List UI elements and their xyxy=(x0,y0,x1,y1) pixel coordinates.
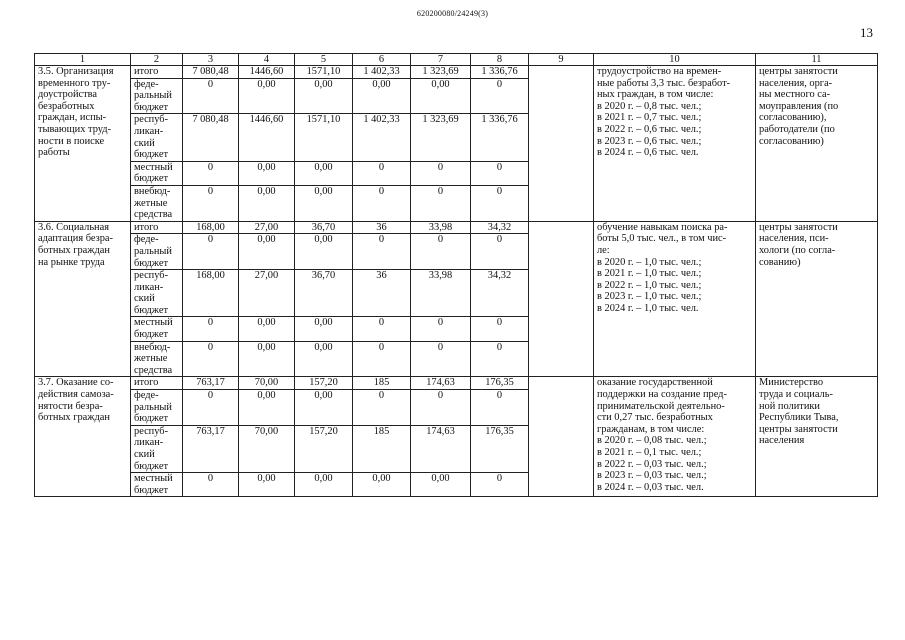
amount-cell-text: 36 xyxy=(376,221,387,233)
amount-cell-text: 1 402,33 xyxy=(363,114,400,126)
amount-cell-text: 763,17 xyxy=(196,377,225,389)
amount-cell xyxy=(353,78,411,114)
funding-source-text: итого xyxy=(134,221,159,233)
amount-cell-text: 0,00 xyxy=(257,390,276,402)
amount-cell-text: 157,20 xyxy=(309,425,338,437)
table-body xyxy=(35,54,878,497)
amount-cell-text: 763,17 xyxy=(196,425,225,437)
amount-cell-text: 7 080,48 xyxy=(192,114,229,126)
amount-cell-text: 0 xyxy=(378,390,385,402)
amount-cell xyxy=(471,234,529,270)
column-9-cell xyxy=(529,66,594,222)
amount-cell-text: 0 xyxy=(207,390,214,402)
amount-cell xyxy=(295,78,353,114)
responsible-executors-text: Министерство труда и социаль- ной политики Республики Тыва, центры занятости населения xyxy=(759,377,839,447)
amount-cell-text: 174,63 xyxy=(426,377,455,389)
amount-cell-text: 0 xyxy=(496,390,503,402)
amount-cell xyxy=(295,425,353,472)
amount-cell xyxy=(239,185,295,221)
amount-cell-text: 0 xyxy=(378,185,385,197)
funding-source xyxy=(131,234,183,270)
amount-cell-text: 0 xyxy=(437,341,444,353)
funding-source-text: респуб- ликан- ский бюджет xyxy=(134,270,169,316)
column-number: 5 xyxy=(295,54,353,66)
table-row xyxy=(35,66,878,79)
funding-source-text: местный бюджет xyxy=(134,473,173,496)
column-number: 9 xyxy=(529,54,594,66)
measure-title-text: 3.5. Организация временного тру- доустройства безработных граждан, испы- тывающих труд- ности в поиске работы xyxy=(38,66,114,159)
measure-title xyxy=(35,66,131,222)
funding-source-text: феде- ральный бюджет xyxy=(134,78,172,113)
amount-cell-text: 157,20 xyxy=(309,377,338,389)
amount-cell-text: 0 xyxy=(437,234,444,246)
amount-cell xyxy=(183,114,239,161)
column-number: 3 xyxy=(183,54,239,66)
amount-cell-text: 1 323,69 xyxy=(422,66,459,77)
amount-cell xyxy=(411,66,471,79)
amount-cell xyxy=(471,341,529,377)
amount-cell xyxy=(353,270,411,317)
program-table xyxy=(34,53,878,497)
amount-cell-text: 1446,60 xyxy=(249,114,284,126)
amount-cell-text: 1 402,33 xyxy=(363,66,400,77)
amount-cell xyxy=(471,66,529,79)
amount-cell xyxy=(411,377,471,390)
funding-source-text: местный бюджет xyxy=(134,161,173,185)
funding-source-text: итого xyxy=(134,377,159,389)
amount-cell xyxy=(295,66,353,79)
amount-cell xyxy=(239,234,295,270)
funding-source-text: респуб- ликан- ский бюджет xyxy=(134,425,169,472)
amount-cell-text: 0,00 xyxy=(257,317,276,329)
amount-cell xyxy=(411,161,471,185)
amount-cell-text: 70,00 xyxy=(254,377,279,389)
column-number: 4 xyxy=(239,54,295,66)
column-9-cell xyxy=(529,221,594,377)
amount-cell-text: 1571,10 xyxy=(306,66,341,77)
funding-source xyxy=(131,473,183,497)
column-number: 11 xyxy=(756,54,878,66)
funding-source-text: респуб- ликан- ский бюджет xyxy=(134,114,169,161)
measure-title xyxy=(35,377,131,497)
amount-cell-text: 0 xyxy=(207,78,214,90)
amount-cell xyxy=(239,425,295,472)
amount-cell-text: 0,00 xyxy=(431,78,450,90)
expected-result-text: оказание государственной поддержки на создание пред- принимательской деятельно- сти 0,27 тыс. безработных гражданам, в том числе: в 2020 г. – 0,08 тыс. чел.; в 2021 г. – 0,1 тыс. чел.; в 2022 г. – 0,03 тыс. чел.; в 2023 г. – 0,03 тыс. чел.; в 2024 г. – 0,03 тыс. чел. xyxy=(597,377,727,493)
amount-cell xyxy=(353,221,411,234)
amount-cell xyxy=(411,114,471,161)
funding-source xyxy=(131,78,183,114)
column-number: 1 xyxy=(35,54,131,66)
amount-cell xyxy=(239,66,295,79)
amount-cell xyxy=(411,473,471,497)
amount-cell xyxy=(411,78,471,114)
amount-cell xyxy=(239,317,295,341)
amount-cell-text: 0 xyxy=(496,185,503,197)
amount-cell-text: 1446,60 xyxy=(249,66,284,77)
amount-cell-text: 176,35 xyxy=(485,425,514,437)
funding-source xyxy=(131,341,183,377)
amount-cell xyxy=(183,473,239,497)
amount-cell-text: 0 xyxy=(378,161,385,173)
measure-title xyxy=(35,221,131,377)
funding-source-text: итого xyxy=(134,66,159,77)
funding-source xyxy=(131,185,183,221)
amount-cell xyxy=(239,114,295,161)
amount-cell-text: 0,00 xyxy=(257,473,276,485)
amount-cell-text: 0 xyxy=(496,473,503,485)
amount-cell-text: 70,00 xyxy=(254,425,279,437)
amount-cell-text: 0,00 xyxy=(431,473,450,485)
amount-cell xyxy=(295,473,353,497)
amount-cell xyxy=(411,270,471,317)
amount-cell-text: 0 xyxy=(378,317,385,329)
amount-cell xyxy=(295,270,353,317)
responsible-executors xyxy=(756,66,878,222)
amount-cell-text: 0 xyxy=(496,78,503,90)
funding-source-text: местный бюджет xyxy=(134,317,173,341)
responsible-executors xyxy=(756,377,878,497)
amount-cell xyxy=(471,390,529,426)
amount-cell-text: 0,00 xyxy=(314,317,333,329)
expected-result-text: трудоустройство на времен- ные работы 3,3 тыс. безработ- ных граждан, в том числе: в 2020 г. – 0,8 тыс. чел.; в 2021 г. – 0,7 тыс. чел.; в 2022 г. – 0,6 тыс. чел.; в 2023 г. – 0,6 тыс. чел.; в 2024 г. – 0,6 тыс. чел. xyxy=(597,66,731,159)
amount-cell-text: 185 xyxy=(373,425,390,437)
amount-cell-text: 0,00 xyxy=(372,473,391,485)
amount-cell xyxy=(295,377,353,390)
expected-result xyxy=(594,66,756,222)
amount-cell xyxy=(239,377,295,390)
column-number: 8 xyxy=(471,54,529,66)
amount-cell xyxy=(239,341,295,377)
expected-result-text: обучение навыкам поиска ра- боты 5,0 тыс. чел., в том чис- ле: в 2020 г. – 1,0 тыс. чел.; в 2021 г. – 1,0 тыс. чел.; в 2022 г. – 1,0 тыс. чел.; в 2023 г. – 1,0 тыс. чел.; в 2024 г. – 1,0 тыс. чел. xyxy=(597,221,728,314)
funding-source xyxy=(131,66,183,79)
amount-cell xyxy=(353,473,411,497)
amount-cell xyxy=(295,317,353,341)
amount-cell xyxy=(353,341,411,377)
amount-cell xyxy=(471,221,529,234)
amount-cell-text: 0,00 xyxy=(257,185,276,197)
amount-cell-text: 0,00 xyxy=(257,234,276,246)
expected-result xyxy=(594,377,756,497)
amount-cell-text: 0,00 xyxy=(314,390,333,402)
amount-cell xyxy=(295,390,353,426)
amount-cell-text: 1 336,76 xyxy=(481,66,518,77)
amount-cell-text: 34,32 xyxy=(487,270,512,282)
expected-result xyxy=(594,221,756,377)
amount-cell-text: 0,00 xyxy=(257,341,276,353)
amount-cell-text: 0 xyxy=(437,390,444,402)
amount-cell-text: 1 323,69 xyxy=(422,114,459,126)
funding-source xyxy=(131,390,183,426)
amount-cell xyxy=(183,161,239,185)
funding-source xyxy=(131,377,183,390)
amount-cell xyxy=(471,185,529,221)
amount-cell xyxy=(353,317,411,341)
funding-source-text: внебюд- жетные средства xyxy=(134,185,173,221)
amount-cell-text: 0 xyxy=(437,317,444,329)
amount-cell xyxy=(353,161,411,185)
amount-cell-text: 0 xyxy=(207,473,214,485)
amount-cell-text: 0 xyxy=(437,185,444,197)
amount-cell xyxy=(295,234,353,270)
amount-cell-text: 34,32 xyxy=(487,221,512,233)
amount-cell-text: 0,00 xyxy=(257,161,276,173)
funding-source xyxy=(131,221,183,234)
amount-cell-text: 0 xyxy=(207,341,214,353)
amount-cell xyxy=(295,161,353,185)
responsible-executors xyxy=(756,221,878,377)
amount-cell-text: 0,00 xyxy=(314,185,333,197)
table-row xyxy=(35,377,878,390)
amount-cell xyxy=(239,390,295,426)
funding-source xyxy=(131,317,183,341)
amount-cell xyxy=(411,390,471,426)
amount-cell-text: 0 xyxy=(496,234,503,246)
amount-cell xyxy=(239,161,295,185)
amount-cell-text: 0,00 xyxy=(314,341,333,353)
amount-cell xyxy=(411,425,471,472)
amount-cell xyxy=(183,341,239,377)
amount-cell xyxy=(471,425,529,472)
amount-cell xyxy=(353,377,411,390)
amount-cell-text: 0 xyxy=(496,341,503,353)
amount-cell-text: 0,00 xyxy=(314,78,333,90)
amount-cell xyxy=(183,317,239,341)
amount-cell-text: 36,70 xyxy=(311,221,336,233)
amount-cell-text: 0,00 xyxy=(372,78,391,90)
amount-cell xyxy=(353,234,411,270)
amount-cell xyxy=(411,234,471,270)
amount-cell xyxy=(411,341,471,377)
amount-cell xyxy=(239,221,295,234)
amount-cell-text: 0 xyxy=(496,317,503,329)
amount-cell xyxy=(295,341,353,377)
amount-cell-text: 168,00 xyxy=(196,221,225,233)
funding-source-text: внебюд- жетные средства xyxy=(134,341,173,376)
responsible-executors-text: центры занятости населения, орга- ны местного са- моуправления (по согласованию), работодатели (по согласованию) xyxy=(759,66,839,147)
amount-cell xyxy=(471,317,529,341)
amount-cell xyxy=(183,221,239,234)
amount-cell xyxy=(295,114,353,161)
column-number-row xyxy=(35,54,878,66)
amount-cell-text: 7 080,48 xyxy=(192,66,229,77)
amount-cell-text: 0 xyxy=(378,341,385,353)
amount-cell-text: 36,70 xyxy=(311,270,336,282)
amount-cell xyxy=(239,270,295,317)
amount-cell xyxy=(183,390,239,426)
amount-cell xyxy=(295,221,353,234)
amount-cell-text: 168,00 xyxy=(196,270,225,282)
amount-cell xyxy=(471,161,529,185)
amount-cell-text: 0,00 xyxy=(314,473,333,485)
column-number: 7 xyxy=(411,54,471,66)
column-number: 10 xyxy=(594,54,756,66)
amount-cell-text: 0,00 xyxy=(257,78,276,90)
amount-cell-text: 176,35 xyxy=(485,377,514,389)
amount-cell-text: 1 336,76 xyxy=(481,114,518,126)
amount-cell xyxy=(411,221,471,234)
amount-cell xyxy=(471,377,529,390)
amount-cell xyxy=(183,185,239,221)
amount-cell-text: 33,98 xyxy=(428,221,453,233)
amount-cell-text: 27,00 xyxy=(254,221,279,233)
measure-title-text: 3.6. Социальная адаптация безра- ботных граждан на рынке труда xyxy=(38,221,113,268)
amount-cell xyxy=(353,114,411,161)
amount-cell xyxy=(183,78,239,114)
amount-cell xyxy=(295,185,353,221)
funding-source xyxy=(131,114,183,161)
amount-cell-text: 33,98 xyxy=(428,270,453,282)
amount-cell-text: 27,00 xyxy=(254,270,279,282)
amount-cell-text: 174,63 xyxy=(426,425,455,437)
amount-cell-text: 0 xyxy=(207,317,214,329)
amount-cell-text: 185 xyxy=(373,377,390,389)
amount-cell xyxy=(183,377,239,390)
measure-title-text: 3.7. Оказание со- действия самоза- нятости безра- ботных граждан xyxy=(38,377,114,424)
amount-cell xyxy=(183,425,239,472)
funding-source xyxy=(131,270,183,317)
funding-source xyxy=(131,425,183,472)
amount-cell-text: 36 xyxy=(376,270,387,282)
amount-cell xyxy=(353,185,411,221)
amount-cell xyxy=(239,78,295,114)
funding-source-text: феде- ральный бюджет xyxy=(134,234,172,269)
amount-cell xyxy=(353,66,411,79)
page-number: 13 xyxy=(860,25,873,40)
amount-cell-text: 1571,10 xyxy=(306,114,341,126)
amount-cell-text: 0 xyxy=(378,234,385,246)
funding-source xyxy=(131,161,183,185)
column-9-cell xyxy=(529,377,594,497)
funding-source-text: феде- ральный бюджет xyxy=(134,390,172,425)
amount-cell xyxy=(353,425,411,472)
amount-cell-text: 0,00 xyxy=(314,161,333,173)
column-number: 6 xyxy=(353,54,411,66)
table-row xyxy=(35,221,878,234)
amount-cell-text: 0 xyxy=(437,161,444,173)
amount-cell xyxy=(411,317,471,341)
amount-cell-text: 0 xyxy=(207,185,214,197)
amount-cell-text: 0 xyxy=(207,161,214,173)
document-code: 620200080/24249(3) xyxy=(416,9,489,18)
amount-cell xyxy=(183,270,239,317)
amount-cell-text: 0 xyxy=(207,234,214,246)
amount-cell xyxy=(471,270,529,317)
amount-cell xyxy=(239,473,295,497)
responsible-executors-text: центры занятости населения, пси- хологи (по согла- сованию) xyxy=(759,221,838,268)
amount-cell xyxy=(411,185,471,221)
amount-cell xyxy=(471,114,529,161)
amount-cell-text: 0,00 xyxy=(314,234,333,246)
amount-cell xyxy=(471,473,529,497)
amount-cell xyxy=(183,66,239,79)
amount-cell xyxy=(183,234,239,270)
amount-cell xyxy=(353,390,411,426)
amount-cell-text: 0 xyxy=(496,161,503,173)
amount-cell xyxy=(471,78,529,114)
column-number: 2 xyxy=(131,54,183,66)
